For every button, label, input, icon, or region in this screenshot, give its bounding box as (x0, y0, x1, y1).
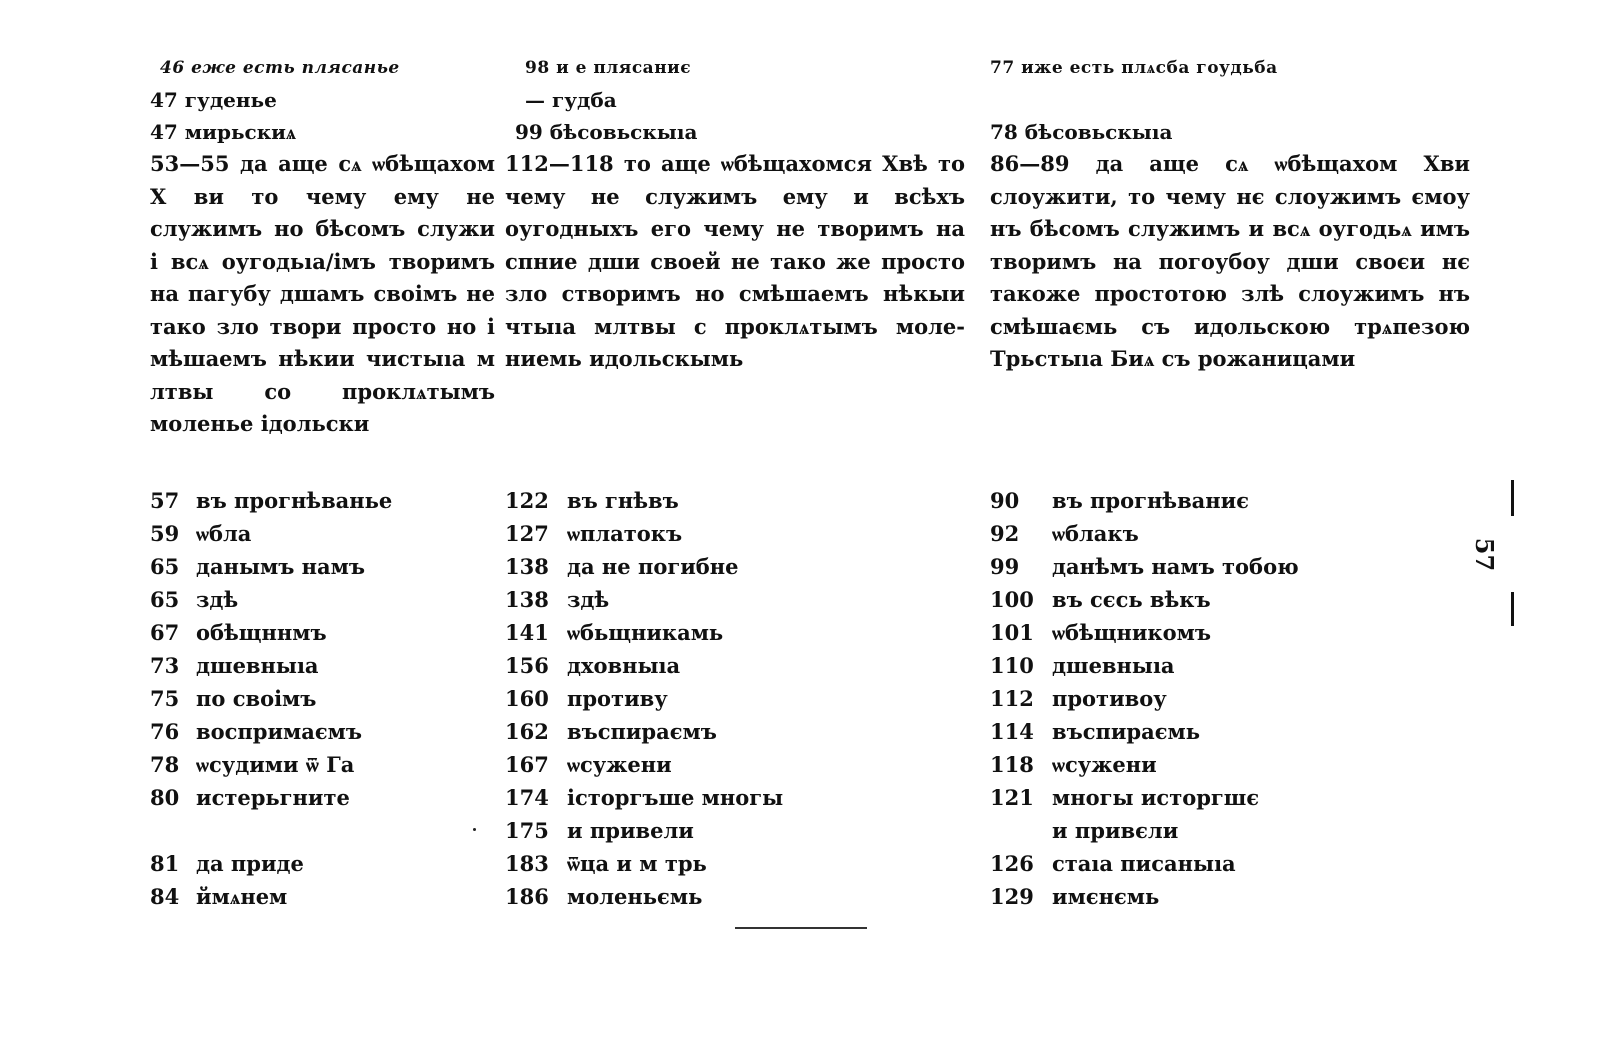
line-number: 156 (505, 653, 549, 678)
variant-text: имєнємь (1052, 884, 1160, 909)
line-number: 118 (990, 752, 1034, 777)
variant-row (990, 484, 1470, 517)
variant-row (990, 847, 1470, 880)
line-number: 174 (505, 785, 549, 810)
variant-text: въ сєсь вѣкъ (1052, 587, 1211, 612)
column-3 (990, 52, 1470, 913)
variant-text: моленьємь (567, 884, 703, 909)
variant-row (150, 682, 495, 715)
variant-row (990, 517, 1470, 550)
line-number: 112 (990, 686, 1034, 711)
line-number: 90 (990, 488, 1020, 513)
variant-row (505, 715, 965, 748)
variant-text: ѡсужени (1052, 752, 1157, 777)
variant-text: въ прогнѣванье (196, 488, 393, 513)
variant-text: по своімъ (196, 686, 317, 711)
variant-text: истерьгните (196, 785, 350, 810)
column-2 (505, 52, 965, 913)
variant-row (990, 649, 1470, 682)
line-number (150, 814, 196, 847)
line-number: 101 (990, 620, 1034, 645)
variant-row (150, 616, 495, 649)
line-number: 138 (505, 587, 549, 612)
variant-row (150, 583, 495, 616)
line-2: 47 гуденье (150, 88, 277, 112)
variant-text: дховныıа (567, 653, 681, 678)
variant-text: въ прогнѣваниє (1052, 488, 1250, 513)
paragraph: 86—89 да аще сѧ ѡбѣщахом Хви слоужити, то чему нє слоужимъ ємоу нъ бѣсомъ служимъ и всѧ оугодьѧ имъ творимъ на погоубоу дши своєи нє такоже простотою злѣ слоужимъ нъ смѣшаємь съ идольскою трѧпезою Трьстыıа Биѧ съ рожаницами (990, 151, 1470, 371)
variant-text: многы исторгшє (1052, 785, 1260, 810)
line-number: 183 (505, 851, 549, 876)
page-number-dash-bottom (1511, 592, 1514, 626)
line-number: 99 (990, 554, 1020, 579)
variant-row (505, 880, 965, 913)
variant-row (150, 484, 495, 517)
line-number: 141 (505, 620, 549, 645)
variant-text: здѣ (196, 587, 239, 612)
line-number: 78 (150, 752, 180, 777)
line-3: 47 мирьскиѧ (150, 120, 297, 144)
line-2 (990, 84, 1470, 116)
variant-row (505, 814, 965, 847)
line-number: 59 (150, 521, 180, 546)
line-1: 98 и е плясаниє (525, 58, 692, 78)
variant-text: здѣ (567, 587, 610, 612)
line-3: 78 бѣсовьскыıа (990, 120, 1173, 144)
line-number: 175 (505, 818, 549, 843)
variant-row (150, 781, 495, 814)
variant-text: ѡбьщникамь (567, 620, 724, 645)
variant-text: стаıа писаныıа (1052, 851, 1236, 876)
line-number: 65 (150, 587, 180, 612)
line-number: 121 (990, 785, 1034, 810)
variant-text: и привєли (1052, 818, 1179, 843)
variant-text: ѡбѣщникомъ (1052, 620, 1211, 645)
variant-row (150, 649, 495, 682)
variant-row (505, 682, 965, 715)
variant-row (990, 616, 1470, 649)
variant-text: въспираємъ (567, 719, 717, 744)
variant-text: дшевныıа (1052, 653, 1175, 678)
variant-row (150, 517, 495, 550)
variant-text: обѣщннмъ (196, 620, 327, 645)
variant-row (150, 748, 495, 781)
line-1: 77 иже есть плѧсба гоудьба (990, 58, 1278, 78)
variant-row (990, 781, 1470, 814)
line-number: 67 (150, 620, 180, 645)
variant-row (505, 616, 965, 649)
page-number (1470, 538, 1499, 571)
variant-list (990, 484, 1470, 913)
variant-row (505, 748, 965, 781)
variant-text: въспираємь (1052, 719, 1201, 744)
variant-row (990, 814, 1470, 847)
variant-text: въ гнѣвъ (567, 488, 679, 513)
variant-text: данѣмъ намъ тобою (1052, 554, 1299, 579)
variant-text: ѡблакъ (1052, 521, 1139, 546)
line-number: 57 (150, 488, 180, 513)
variant-row (150, 880, 495, 913)
line-number: 160 (505, 686, 549, 711)
line-number: 76 (150, 719, 180, 744)
ink-speck (473, 828, 476, 831)
line-number: 114 (990, 719, 1034, 744)
variant-text: противу (567, 686, 668, 711)
line-3: 99 бѣсовьскыıа (515, 120, 698, 144)
variant-row (150, 847, 495, 880)
variant-text: дшевныıа (196, 653, 319, 678)
line-number: 186 (505, 884, 549, 909)
variant-text: історгъше многы (567, 785, 784, 810)
variant-row (990, 748, 1470, 781)
variant-text: ѡплатокъ (567, 521, 683, 546)
line-2: — гудба (525, 88, 617, 112)
paragraph: 112—118 то аще ѡбѣщахомся Хвѣ то чему не служимъ ему и всѣхъ оугодныхъ его чему не творимъ на спние дши своей не тако же просто зло створимъ но смѣшаемъ нѣкыи чтыıа млтвы с проклѧтымъ моле-ниемь идольскымь (505, 151, 965, 371)
variant-row (990, 583, 1470, 616)
page-number-digits: 57 (1470, 537, 1500, 572)
line-number: 75 (150, 686, 180, 711)
line-number: 84 (150, 884, 180, 909)
variant-row (505, 583, 965, 616)
line-number: 92 (990, 521, 1020, 546)
paragraph: 53—55 да аще сѧ ѡбѣщахом Х ви то чему ему не служимъ но бѣсомъ служи і всѧ оугодьıа/імъ творимъ на пагубу дшамъ своімъ не тако зло твори просто но і мѣшаемъ нѣкии чистыıа м лтвы со проклѧтымъ моленье ідольски (150, 151, 495, 436)
variant-list (505, 484, 965, 913)
page-number-dash-top (1511, 480, 1514, 516)
variant-text: ѿца и м трь (567, 851, 707, 876)
line-number: 73 (150, 653, 180, 678)
variant-text: ймѧнем (196, 884, 288, 909)
line-number: 138 (505, 554, 549, 579)
variant-row (990, 550, 1470, 583)
line-number: 127 (505, 521, 549, 546)
line-number: 162 (505, 719, 549, 744)
line-1: 46 еже есть плясанье (160, 58, 400, 78)
variant-text: ѡсужени (567, 752, 672, 777)
line-number: 81 (150, 851, 180, 876)
variant-row (505, 649, 965, 682)
line-number: 65 (150, 554, 180, 579)
variant-row (505, 484, 965, 517)
variant-text: противоу (1052, 686, 1167, 711)
variant-row (505, 847, 965, 880)
variant-row (150, 814, 495, 847)
variant-row (150, 550, 495, 583)
line-number: 167 (505, 752, 549, 777)
variant-row (150, 715, 495, 748)
line-number: 122 (505, 488, 549, 513)
variant-list (150, 484, 495, 913)
bottom-rule (735, 927, 867, 929)
variant-text: данымъ намъ (196, 554, 366, 579)
line-number: 80 (150, 785, 180, 810)
variant-text: ѡсудими ѿ Га (196, 752, 355, 777)
variant-text: ѡбла (196, 521, 252, 546)
variant-text: воспримаємъ (196, 719, 363, 744)
variant-row (505, 517, 965, 550)
variant-text: и привели (567, 818, 694, 843)
variant-row (505, 550, 965, 583)
line-number: 129 (990, 884, 1034, 909)
line-number: 100 (990, 587, 1034, 612)
column-1 (150, 52, 495, 913)
variant-text: да не погибне (567, 554, 739, 579)
variant-row (505, 781, 965, 814)
variant-text: да приде (196, 851, 304, 876)
line-number: 110 (990, 653, 1034, 678)
variant-row (990, 880, 1470, 913)
variant-row (990, 715, 1470, 748)
variant-row (990, 682, 1470, 715)
line-number: 126 (990, 851, 1034, 876)
line-number (990, 814, 1052, 847)
